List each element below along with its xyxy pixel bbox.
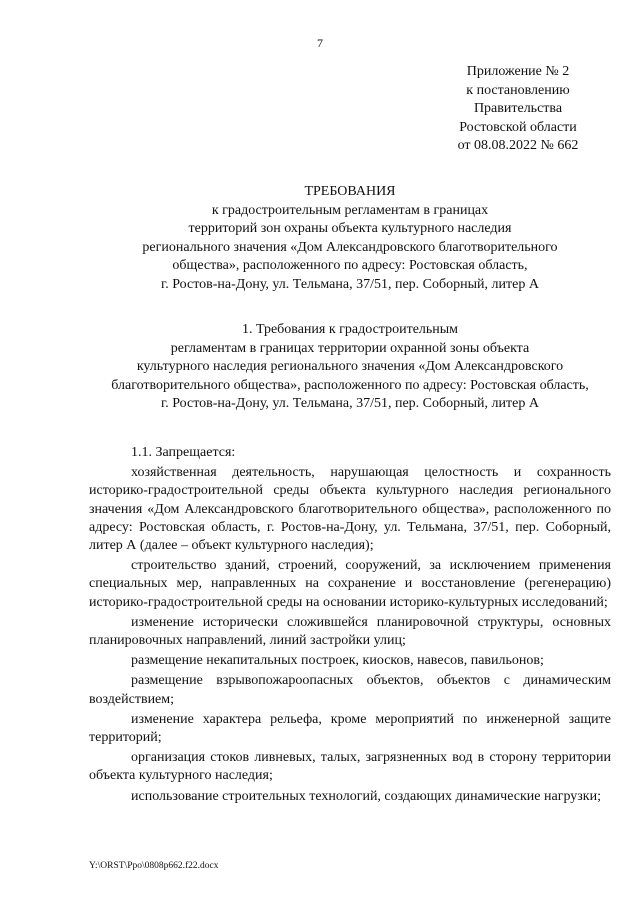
file-path-footer: Y:\ORST\Ppo\0808p662.f22.docx: [89, 861, 219, 871]
title-line: г. Ростов-на-Дону, ул. Тельмана, 37/51, пер. Соборный, литер А: [161, 276, 539, 292]
section-line: регламентам в границах территории охранной зоны объекта: [170, 340, 530, 356]
appendix-line: к постановлению: [466, 82, 570, 98]
section-line: благотворительного общества», расположенного по адресу: Ростовская область,: [111, 377, 589, 393]
appendix-block: [448, 63, 588, 156]
body-paragraph: использование строительных технологий, создающих динамические нагрузки;: [131, 788, 601, 804]
section-line: г. Ростов-на-Дону, ул. Тельмана, 37/51, пер. Соборный, литер А: [161, 396, 539, 411]
title-line: территорий зон охраны объекта культурного наследия: [188, 221, 512, 236]
body-paragraph: строительство зданий, строений, сооружений, за исключением применения специальных мер, направленных на сохранение и восстановление (регенерацию) историко-градостроительной среды на основании историко-культурных исследований;: [89, 558, 611, 610]
title-heading: ТРЕБОВАНИЯ: [304, 184, 396, 199]
title-line: регионального значения «Дом Александровского благотворительного: [142, 239, 558, 255]
body-text: [89, 444, 611, 808]
document-title: [80, 183, 620, 294]
section-heading: [80, 321, 620, 414]
clause-heading: 1.1. Запрещается:: [131, 445, 236, 460]
appendix-line: Правительства: [473, 101, 563, 116]
appendix-line: Приложение № 2: [466, 64, 570, 79]
appendix-line: Ростовской области: [459, 119, 577, 135]
body-paragraph: организация стоков ливневых, талых, загрязненных вод в сторону территории объекта культурного наследия;: [89, 750, 611, 784]
body-paragraph: размещение некапитальных построек, киосков, навесов, павильонов;: [131, 653, 544, 669]
section-line: 1. Требования к градостроительным: [241, 322, 459, 337]
appendix-line: от 08.08.2022 № 662: [457, 138, 579, 153]
page-number: 7: [317, 36, 323, 50]
body-paragraph: изменение характера рельефа, кроме мероприятий по инженерной защите территорий;: [89, 711, 611, 746]
title-line: общества», расположенного по адресу: Ростовская область,: [172, 258, 528, 273]
body-paragraph: изменение исторически сложившейся планировочной структуры, основных планировочных направлений, линий застройки улиц;: [89, 614, 611, 649]
title-line: к градостроительным регламентам в границах: [211, 202, 489, 218]
section-line: культурного наследия регионального значения «Дом Александровского: [136, 359, 564, 374]
body-paragraph: хозяйственная деятельность, нарушающая целостность и сохранность историко-градостроительной среды объекта культурного наследия регионального значения «Дом Александровского благотворительного общества», расположенного по адресу: Ростовская область, г. Ростов-на-Дону, ул. Тельмана, 37/51, пер. Соборный, литер А (далее – объект культурного наследия);: [89, 465, 611, 554]
body-paragraph: размещение взрывопожароопасных объектов, объектов с динамическим воздействием;: [89, 673, 611, 707]
